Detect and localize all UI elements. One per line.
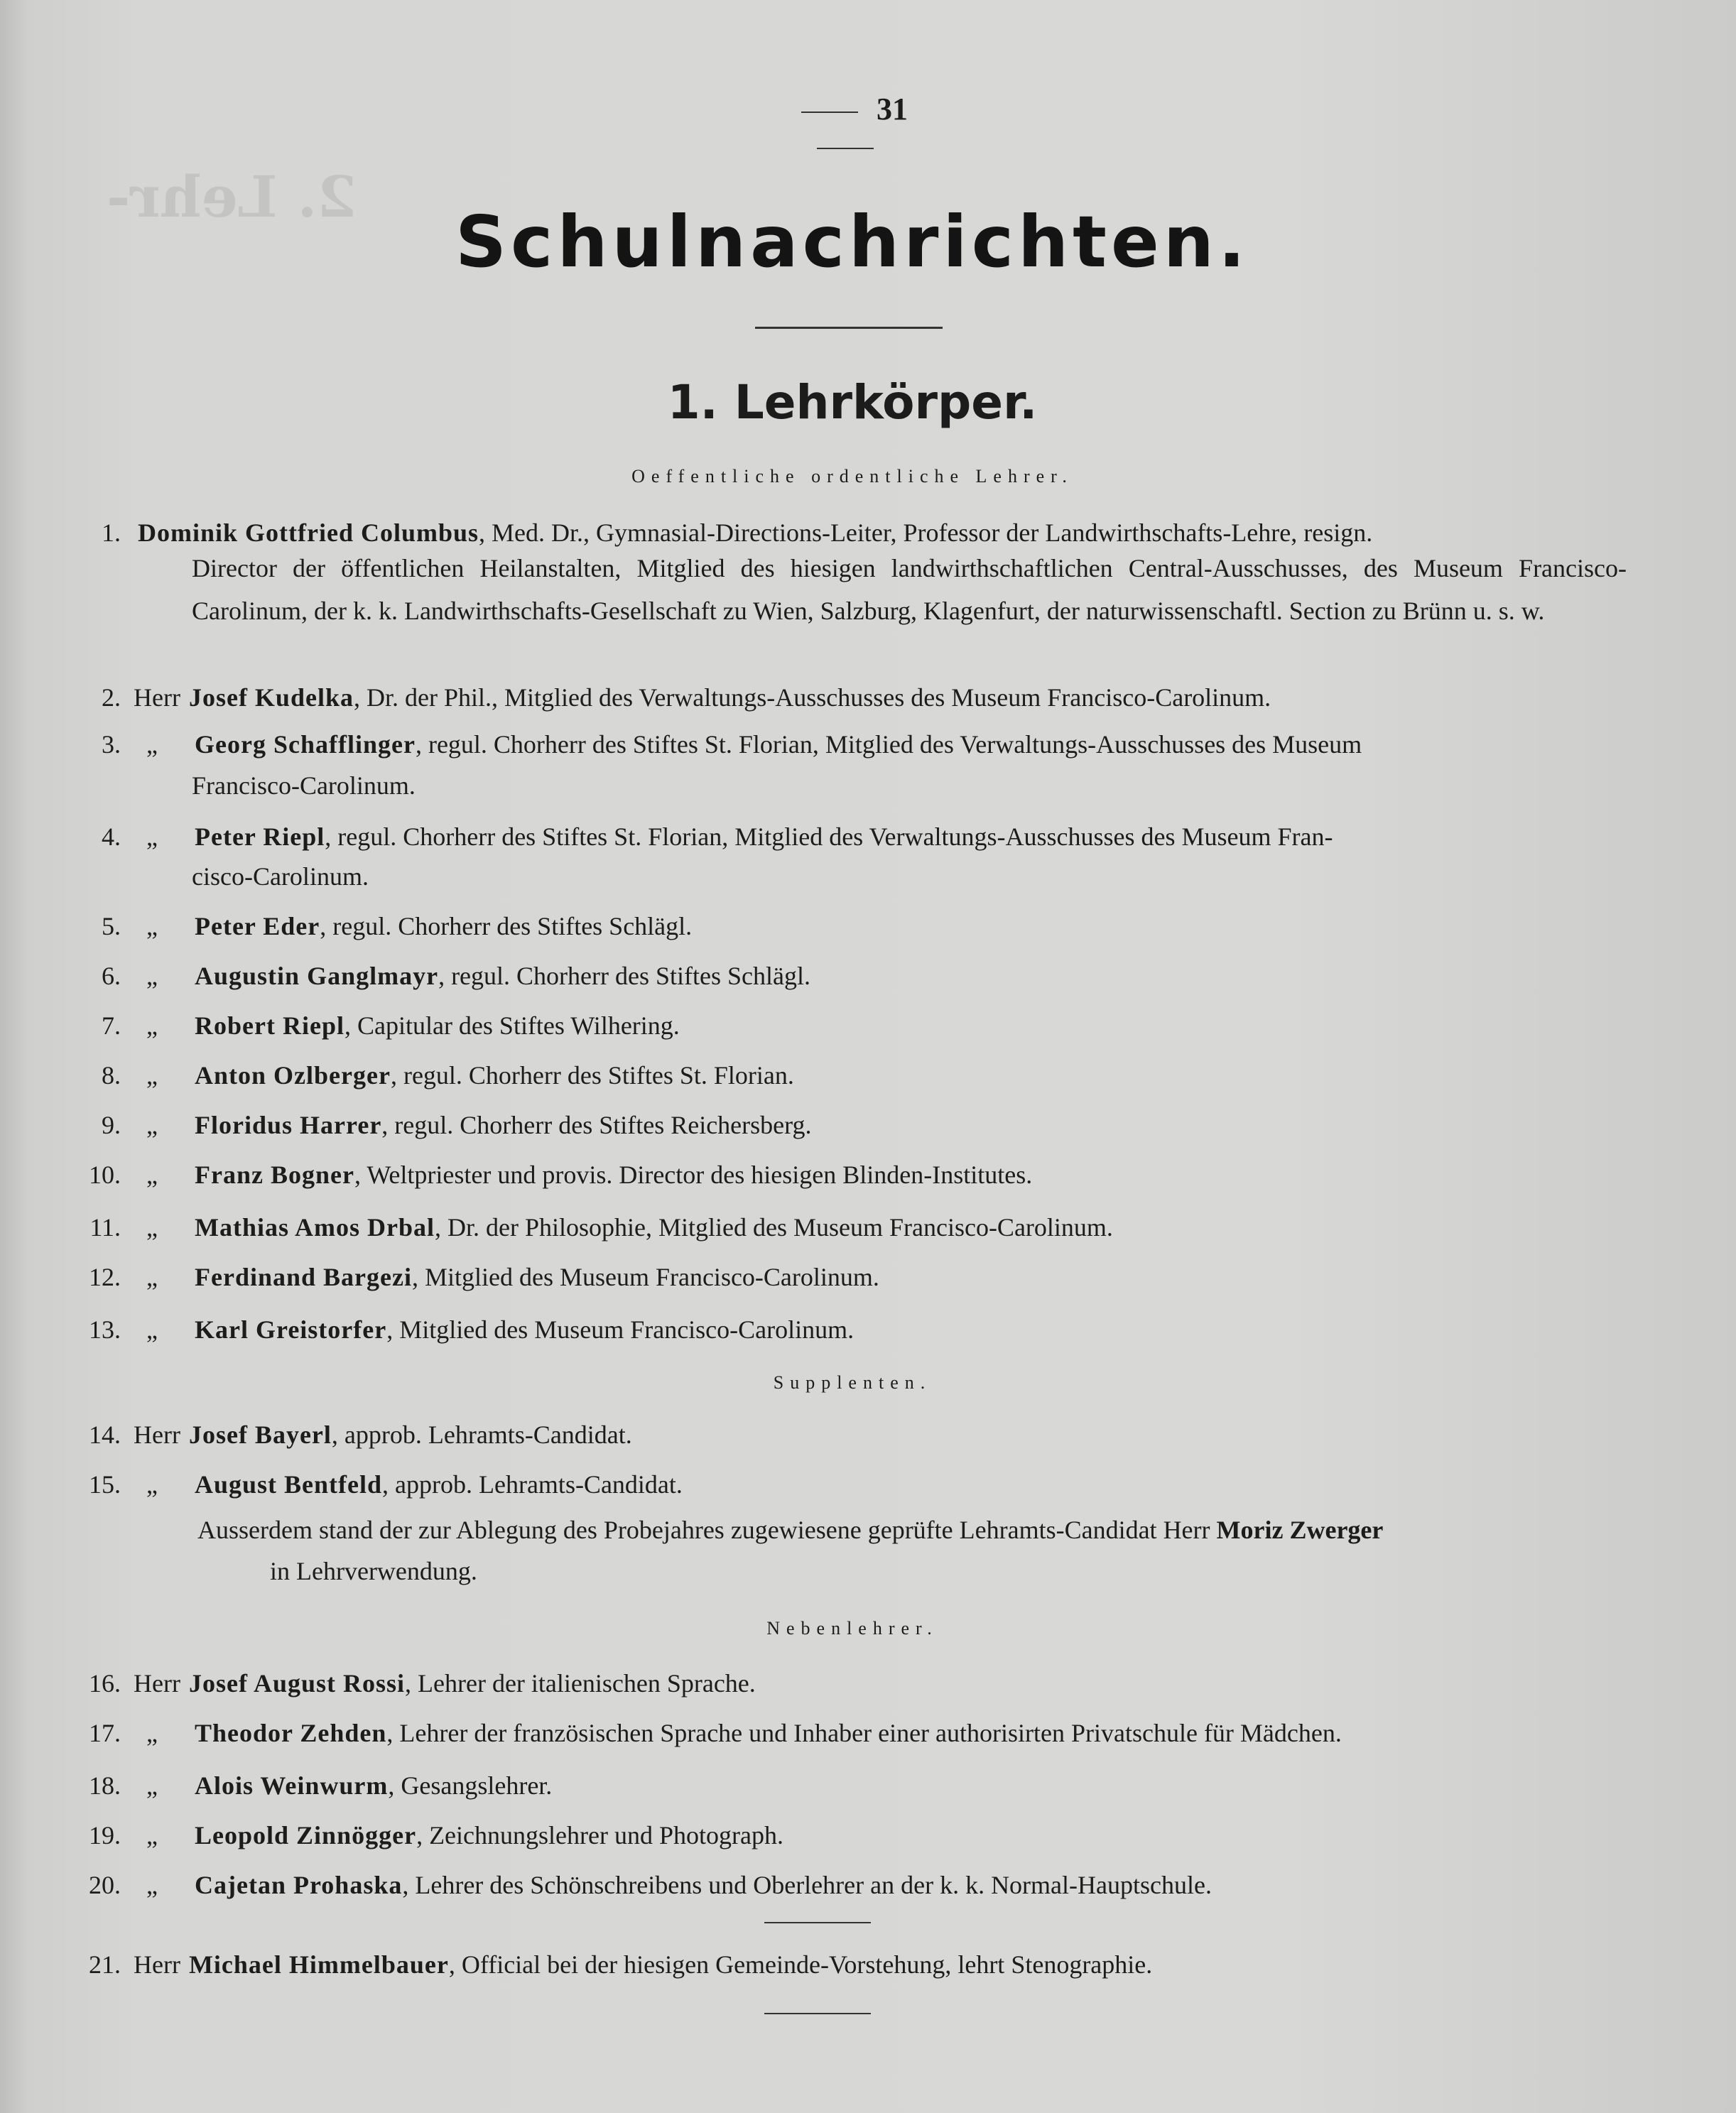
list-item: [78, 1814, 1627, 1857]
teacher-name: Peter Riepl: [195, 822, 325, 851]
ditto-mark: „: [146, 1161, 158, 1189]
title-divider: [755, 327, 943, 329]
ditto-mark: „: [146, 730, 158, 759]
entry-number: 13.: [89, 1315, 121, 1344]
note-tail: in Lehrverwendung.: [270, 1557, 477, 1585]
subheading-regular-teachers: Oeffentliche ordentliche Lehrer.: [631, 466, 1073, 487]
ditto-mark: „: [146, 1263, 158, 1291]
entry-number: 1.: [102, 518, 121, 547]
note-paragraph: [197, 1509, 1625, 1551]
list-item: [78, 1864, 1627, 1906]
entry-description: , Dr. der Phil., Mitglied des Verwaltungs-Ausschusses des Museum Francisco-Carolinum.: [353, 683, 1271, 712]
teacher-name: Ferdinand Bargezi: [195, 1263, 412, 1291]
entry-description: , Capitular des Stiftes Wilhering.: [344, 1011, 680, 1040]
entry-number: 12.: [89, 1263, 121, 1291]
teacher-name: Alois Weinwurm: [195, 1771, 389, 1800]
ditto-mark: „: [146, 1315, 158, 1344]
ditto-mark: „: [146, 1470, 158, 1499]
end-divider: [764, 2013, 871, 2014]
list-item: [78, 1662, 1627, 1705]
entry-continuation: cisco-Carolinum.: [192, 862, 369, 891]
entry-number: 19.: [89, 1821, 121, 1849]
ditto-mark: „: [146, 1111, 158, 1139]
teacher-name: Michael Himmelbauer: [188, 1950, 449, 1979]
page-number: 31: [739, 91, 952, 163]
entry-number: 10.: [89, 1161, 121, 1189]
entry-description: , Med. Dr., Gymnasial-Directions-Leiter, Professor der Landwirthschafts-Lehre, resign.: [479, 518, 1373, 547]
ditto-mark: „: [146, 1719, 158, 1747]
entry-description: , approb. Lehramts-Candidat.: [382, 1470, 683, 1499]
entry-description: , regul. Chorherr des Stiftes St. Florian, Mitglied des Verwaltungs-Ausschusses des Museum: [415, 730, 1362, 759]
ditto-mark: „: [146, 1821, 158, 1849]
list-item: [78, 1206, 1627, 1249]
teacher-name: Theodor Zehden: [195, 1719, 387, 1747]
entry-description: , regul. Chorherr des Stiftes Schlägl.: [320, 912, 693, 940]
list-item: [78, 1308, 1627, 1351]
teacher-name: Robert Riepl: [195, 1011, 345, 1040]
entry-description: , regul. Chorherr des Stiftes St. Florian.: [390, 1061, 794, 1090]
entry-number: 16.: [89, 1669, 121, 1698]
list-item: [78, 1413, 1627, 1456]
entry-number: 7.: [102, 1011, 121, 1040]
entry-description: , Zeichnungslehrer und Photograph.: [416, 1821, 783, 1849]
teacher-name: Franz Bogner: [195, 1161, 354, 1189]
section-divider: [764, 1922, 871, 1923]
list-item: [78, 905, 1627, 947]
section-heading: 1. Lehrkörper.: [667, 375, 1038, 430]
teacher-name: Josef Kudelka: [188, 683, 354, 712]
note-text: Ausserdem stand der zur Ablegung des Probejahres zugewiesene geprüfte Lehramts-Candidat Herr: [197, 1516, 1210, 1544]
entry-continuation: Francisco-Carolinum.: [192, 771, 416, 800]
entry-prefix: Herr: [134, 1669, 180, 1698]
ditto-mark: „: [146, 912, 158, 940]
entry-description: , Lehrer des Schönschreibens und Oberlehrer an der k. k. Normal-Hauptschule.: [402, 1871, 1212, 1899]
ditto-mark: „: [146, 1771, 158, 1800]
list-item: [78, 815, 1627, 858]
entry-description: , approb. Lehramts-Candidat.: [331, 1421, 632, 1449]
ditto-mark: „: [146, 822, 158, 851]
teacher-name: Josef August Rossi: [188, 1669, 406, 1698]
teacher-name: Floridus Harrer: [195, 1111, 382, 1139]
entry-number: 14.: [89, 1421, 121, 1449]
list-item: [78, 955, 1627, 997]
entry-number: 9.: [102, 1111, 121, 1139]
entry-number: 8.: [102, 1061, 121, 1090]
teacher-name: Georg Schafflinger: [195, 730, 416, 759]
entry-description: , Lehrer der italienischen Sprache.: [405, 1669, 756, 1698]
teacher-name: Karl Greistorfer: [195, 1315, 387, 1344]
subheading-substitutes: Supplenten.: [773, 1372, 932, 1393]
teacher-name: Anton Ozlberger: [195, 1061, 391, 1090]
entry-description: , Mitglied des Museum Francisco-Carolinum.: [386, 1315, 855, 1344]
ditto-mark: „: [146, 1871, 158, 1899]
entry-description: , regul. Chorherr des Stiftes Reichersberg.: [381, 1111, 812, 1139]
ditto-mark: „: [146, 1011, 158, 1040]
list-item: [78, 676, 1627, 719]
list-item: [78, 1256, 1627, 1298]
entry-number: 20.: [89, 1871, 121, 1899]
entry-number: 3.: [102, 730, 121, 759]
entry-number: 11.: [89, 1213, 121, 1242]
entry-description: , Dr. der Philosophie, Mitglied des Museum Francisco-Carolinum.: [435, 1213, 1113, 1242]
teacher-name: August Bentfeld: [195, 1470, 383, 1499]
teacher-name: Dominik Gottfried Columbus: [138, 518, 479, 547]
list-item: [78, 1712, 1627, 1754]
ditto-mark: „: [146, 1213, 158, 1242]
list-item: [78, 1764, 1627, 1807]
list-item: [78, 1054, 1627, 1097]
entry-description: , Lehrer der französischen Sprache und Inhaber einer authorisirten Privatschule für Mädchen.: [386, 1719, 1342, 1747]
entry-description: , Mitglied des Museum Francisco-Carolinum.: [411, 1263, 879, 1291]
list-item: [78, 1104, 1627, 1146]
entry-number: 18.: [89, 1771, 121, 1800]
teacher-name: Mathias Amos Drbal: [195, 1213, 435, 1242]
entry-description: , Weltpriester und provis. Director des hiesigen Blinden-Institutes.: [354, 1161, 1033, 1189]
entry-number: 21.: [89, 1950, 121, 1979]
entry-number: 4.: [102, 822, 121, 851]
ditto-mark: „: [146, 1061, 158, 1090]
subheading-adjunct-teachers: Nebenlehrer.: [766, 1618, 938, 1639]
entry-description: , Gesangslehrer.: [388, 1771, 553, 1800]
ditto-mark: „: [146, 962, 158, 990]
entry-prefix: Herr: [134, 683, 180, 712]
entry-continuation: Director der öffentlichen Heilanstalten, Mitglied des hiesigen landwirthschaftlichen Central-Ausschusses, des Museum Francisco-Carolinum, der k. k. Landwirthschafts-Gesellschaft zu Wien, Salzburg, Klagenfurt, der naturwissenschaftl. Section zu Brünn u. s. w.: [192, 554, 1627, 625]
teacher-name: Cajetan Prohaska: [195, 1871, 403, 1899]
list-item: [78, 1153, 1627, 1196]
teacher-name: Peter Eder: [195, 912, 320, 940]
entry-number: 17.: [89, 1719, 121, 1747]
entry-prefix: Herr: [134, 1421, 180, 1449]
entry-description: , regul. Chorherr des Stiftes Schlägl.: [438, 962, 810, 990]
entry-number: 6.: [102, 962, 121, 990]
page-title: Schulnachrichten.: [455, 200, 1249, 283]
entry-prefix: Herr: [134, 1950, 180, 1979]
note-teacher-name: Moriz Zwerger: [1216, 1516, 1384, 1544]
list-item: [78, 1943, 1627, 1986]
list-item: [78, 1463, 1627, 1506]
entry-number: 15.: [89, 1470, 121, 1499]
list-item: [78, 723, 1627, 766]
entry-description: , Official bei der hiesigen Gemeinde-Vorstehung, lehrt Stenographie.: [448, 1950, 1153, 1979]
entry-number: 2.: [102, 683, 121, 712]
teacher-name: Josef Bayerl: [188, 1421, 332, 1449]
entry-description: , regul. Chorherr des Stiftes St. Florian, Mitglied des Verwaltungs-Ausschusses des Museum Fran-: [325, 822, 1333, 851]
list-item: [78, 1004, 1627, 1047]
teacher-name: Leopold Zinnögger: [195, 1821, 417, 1849]
bleed-through-text: 2. Lehr-: [107, 163, 357, 230]
teacher-name: Augustin Ganglmayr: [195, 962, 439, 990]
entry-number: 5.: [102, 912, 121, 940]
